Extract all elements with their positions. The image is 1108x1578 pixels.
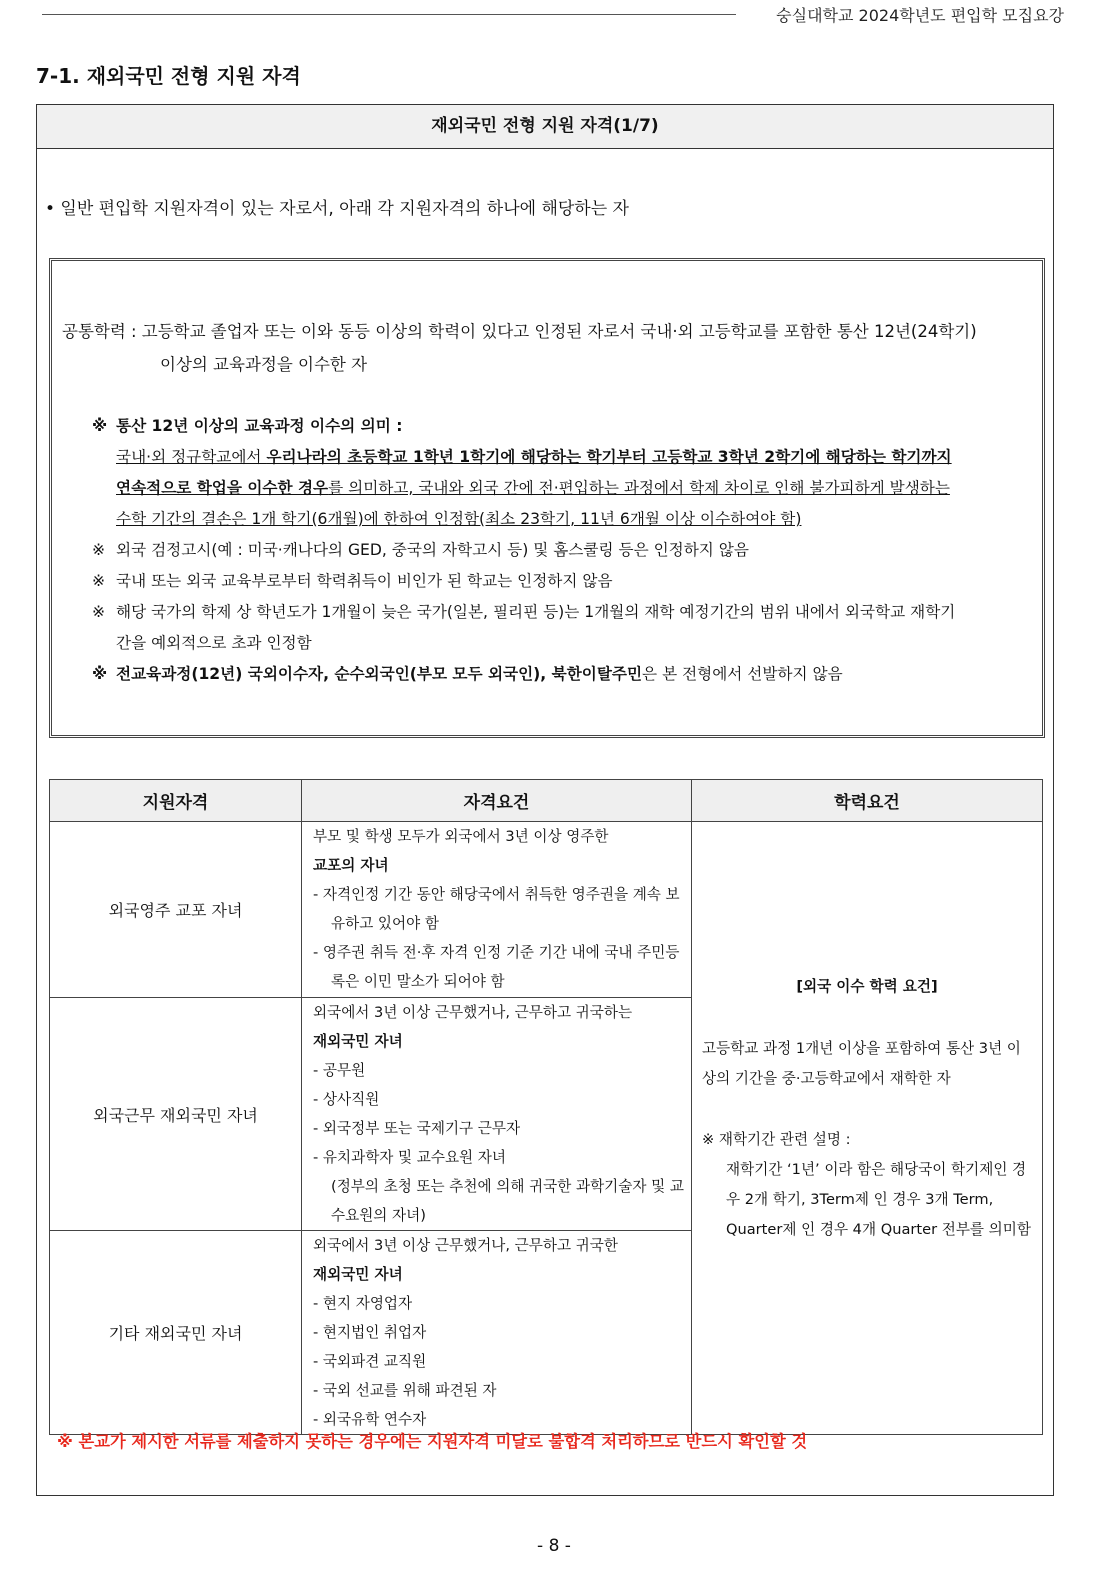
requirements-table [49, 779, 1043, 1435]
note-1-line-3: 수학 기간의 결손은 1개 학기(6개월)에 한하여 인정함(최소 23학기, 11년 6개월 이상 이수하여야 함) [116, 510, 802, 528]
note-4-cont: 간을 예외적으로 초과 인정함 [116, 634, 312, 652]
common-requirement-box [49, 258, 1045, 738]
note-2: ※ 외국 검정고시(예 : 미국·캐나다의 GED, 중국의 자학고시 등) 및 홈스쿨링 등은 인정하지 않음 [92, 535, 1034, 566]
common-line-2: 이상의 교육과정을 이수한 자 [160, 355, 368, 374]
education-note-body: 재학기간 ‘1년’ 이라 함은 해당국이 학기제인 경우 2개 학기, 3Term제 인 경우 3개 Term, Quarter제 인 경우 4개 Quarter 전부를 의미함 [726, 1161, 1031, 1238]
condition-cell: 외국에서 3년 이상 근무했거나, 근무하고 귀국한 재외국민 자녀 - 현지 자영업자 - 현지법인 취업자 - 국외파견 교직원 - 국외 선교를 위해 파견된 자 - 외국유학 연수자 [302, 1231, 692, 1435]
page-number: - 8 - [537, 1536, 571, 1556]
note-4: ※ 해당 국가의 학제 상 학년도가 1개월이 늦은 국가(일본, 필리핀 등)는 1개월의 재학 예정기간의 범위 내에서 외국학교 재학기 [92, 597, 1034, 628]
common-line-1: 공통학력 : 고등학교 졸업자 또는 이와 동등 이상의 학력이 있다고 인정된 자로서 국내·외 고등학교를 포함한 통산 12년(24학기) [62, 322, 977, 341]
note-mark: ※ [92, 417, 108, 435]
education-note-title: ※ 재학기간 관련 설명 : [702, 1131, 851, 1148]
note-3: ※ 국내 또는 외국 교육부로부터 학력취득이 비인가 된 학교는 인정하지 않음 [92, 566, 1034, 597]
education-cell [692, 822, 1043, 1435]
note-mark: ※ [92, 665, 108, 683]
education-body: 고등학교 과정 1개년 이상을 포함하여 통산 3년 이상의 기간을 중·고등학교에서 재학한 자 [702, 1040, 1021, 1087]
document-header: 숭실대학교 2024학년도 편입학 모집요강 [776, 6, 1064, 25]
notes-list [92, 411, 1034, 690]
note-mark: ※ [92, 603, 106, 621]
eligibility-frame [36, 104, 1054, 1496]
note-mark: ※ [92, 572, 106, 590]
note-1-line-2: 연속적으로 학업을 이수한 경우를 의미하고, 국내와 외국 간에 전·편입하는 과정에서 학제 차이로 인해 불가피하게 발생하는 [116, 479, 950, 497]
col-header-education: 학력요건 [692, 780, 1043, 822]
table-header-row [50, 780, 1043, 822]
qualification-cell: 기타 재외국민 자녀 [50, 1231, 302, 1435]
note-mark: ※ [92, 541, 106, 559]
condition-cell: 외국에서 3년 이상 근무했거나, 근무하고 귀국하는 재외국민 자녀 - 공무원 - 상사직원 - 외국정부 또는 국제기구 근무자 - 유치과학자 및 교수요원 자녀 (정부의 초청 또는 추천에 의해 귀국한 과학기술자 및 교수요원의 자녀) [302, 998, 692, 1231]
section-title: 7-1. 재외국민 전형 지원 자격 [36, 64, 301, 88]
table-row [50, 822, 1043, 998]
warning-text: ※ 본교가 제시한 서류를 제출하지 못하는 경우에는 지원자격 미달로 불합격 처리하므로 반드시 확인할 것 [57, 1432, 808, 1451]
qualification-cell: 외국근무 재외국민 자녀 [50, 998, 302, 1231]
col-header-condition: 자격요건 [302, 780, 692, 822]
frame-title: 재외국민 전형 지원 자격(1/7) [37, 105, 1053, 149]
education-title: [외국 이수 학력 요건] [796, 978, 938, 995]
qualification-cell: 외국영주 교포 자녀 [50, 822, 302, 998]
condition-cell: 부모 및 학생 모두가 외국에서 3년 이상 영주한 교포의 자녀 - 자격인정 기간 동안 해당국에서 취득한 영주권을 계속 보유하고 있어야 함 - 영주권 취득 전·후 자격 인정 기준 기간 내에 국내 주민등록은 이민 말소가 되어야 함 [302, 822, 692, 998]
header-rule [42, 14, 736, 15]
note-5: ※ 전교육과정(12년) 국외이수자, 순수외국인(부모 모두 외국인), 북한이탈주민은 본 전형에서 선발하지 않음 [92, 659, 1034, 690]
col-header-qualification: 지원자격 [50, 780, 302, 822]
note-1-title: ※ 통산 12년 이상의 교육과정 이수의 의미 : [92, 411, 1034, 442]
common-education [62, 315, 977, 381]
intro-text: • 일반 편입학 지원자격이 있는 자로서, 아래 각 지원자격의 하나에 해당하는 자 [45, 199, 629, 219]
note-1-line-1: 국내·외 정규학교에서 우리나라의 초등학교 1학년 1학기에 해당하는 학기부터 고등학교 3학년 2학기에 해당하는 학기까지 [116, 448, 952, 466]
